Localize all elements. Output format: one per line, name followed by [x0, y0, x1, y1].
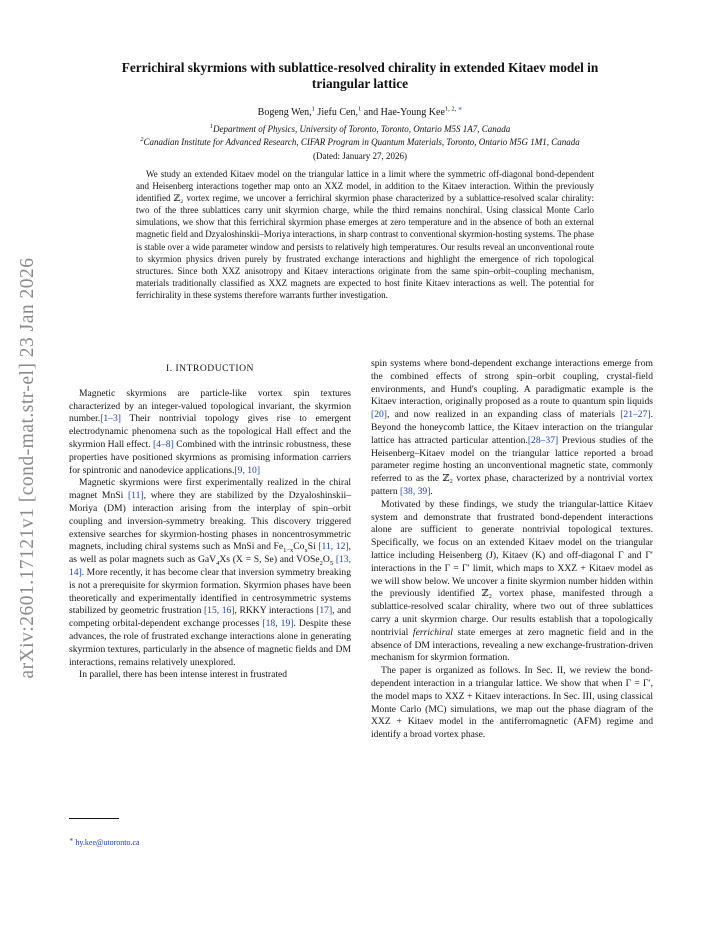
citation-link[interactable]: [20]: [371, 409, 387, 421]
citation-link[interactable]: [13, 14]: [69, 554, 351, 578]
footnote-rule: [69, 818, 119, 819]
corresponding-author-link[interactable]: ∗: [457, 105, 463, 113]
affiliation-1: [40, 124, 680, 134]
citation-link[interactable]: [28–37]: [527, 434, 559, 446]
author-affil-mark: 1: [357, 105, 362, 113]
footnote-mark: ∗: [69, 836, 74, 844]
affil-mark: 2: [140, 136, 144, 143]
title-line-2: triangular lattice: [311, 76, 409, 91]
author-list: [60, 107, 660, 118]
citation-link[interactable]: [21–27]: [620, 409, 651, 421]
citation-link[interactable]: [38, 39]: [400, 485, 431, 497]
dated-line: (Dated: January 27, 2026): [313, 151, 407, 161]
title-line-1: Ferrichiral skyrmions with sublattice-resolved chirality in extended Kitaev model in: [121, 60, 599, 75]
paragraph: The paper is organized as follows. In Sec. II, we review the bond-dependent interaction in a triangular lattice. We show that when Γ = Γ′, the model maps to XXZ + Kitaev interactions. In Sec. III, using classical Monte Carlo (MC) simulations, we map out the phase diagram of the XXZ + Kitaev model in the antiferromagnetic (AFM) regime and identify a broad vortex phase.: [371, 665, 653, 741]
author-name: Jiefu Cen,: [314, 107, 358, 118]
citation-link[interactable]: [15, 16]: [203, 605, 235, 617]
affiliation-2: [40, 137, 680, 147]
footnote: [69, 838, 140, 847]
author-name: Bogeng Wen,: [257, 107, 312, 118]
paper-title: [60, 60, 660, 92]
paragraph: Motivated by these findings, we study the triangular-lattice Kitaev system and demonstrate that frustrated bond-dependent interactions alone are sufficient to generate nontrivial topological textures. Specifically, we focus on an extended Kitaev model on the triangular lattice including Heisenberg (J), Kitaev (K) and off-diagonal Γ and Γ′ interactions in the Γ = Γ′ limit, which maps to XXZ + Kitaev model as we will show below. We uncover a finite skyrmion number hidden within the previously identified ℤ₂ vortex phase, manifested through a sublattice-resolved scalar chirality, where two out of three sublattices carry a unit skyrmion charge. Our results establish that a topologically nontrivial ferrichiral state emerges at zero magnetic field and in the absence of DM interactions, revealing a new exchange-frustration-driven mechanism for skyrmion formation.: [371, 498, 653, 664]
affil-mark: 1: [209, 123, 214, 130]
emphasis: ferrichiral: [412, 626, 453, 638]
citation-link[interactable]: [17]: [316, 605, 333, 617]
email-link[interactable]: hy.kee@utoronto.ca: [75, 838, 140, 847]
author-name: and Hae-Young Kee: [361, 107, 445, 118]
right-column: [371, 358, 653, 742]
arxiv-identifier: arXiv:2601.17121v1 [cond-mat.str-el] 23 Jan 2026: [17, 257, 38, 679]
affil-numbers: 1, 2,: [444, 105, 458, 113]
citation-link[interactable]: [11]: [127, 490, 144, 502]
author-affil-mark: [445, 106, 462, 113]
paragraph: In parallel, there has been intense interest in frustrated: [79, 669, 288, 681]
section-heading: I. INTRODUCTION: [166, 363, 254, 374]
paragraph: Magnetic skyrmions are particle-like vortex spin textures characterized by an integer-valued topological invariant, the skyrmion number.[1–3] Their nontrivial topology gives rise to emergent electrodynamic phenomena such as the topological Hall effect and the skyrmion Hall effect. [4–8] Combined with the intrinsic robustness, these properties have positioned skyrmions as promising information carriers for spintronic and nanodevice applications.[9, 10]: [69, 387, 351, 476]
citation-link[interactable]: [4–8]: [153, 438, 174, 450]
paragraph: Magnetic skyrmions were first experimentally realized in the chiral magnet MnSi [11], where they are stabilized by the Dzyaloshinskii–Moriya (DM) interaction arising from the interplay of spin–orbit coupling and inversion-symmetry breaking. This discovery triggered extensive searches for skyrmion-hosting phases in noncentrosymmetric magnets, including chiral systems such as MnSi and $Fe_{1-x}Co_xSi$ [11, 12], as well as polar magnets such as GaV$_4$Xs (X = S, Se) and $VOSe_2O_5$ [13, 14]. More recently, it has become clear that inversion symmetry breaking is not a prerequisite for skyrmion formation. Skyrmion phases have been theoretically and experimentally identified in centrosymmetric systems stabilized by geometric frustration [15, 16], RKKY interactions [17], and competing orbital-dependent exchange processes [18, 19]. Despite these advances, the role of frustrated exchange interactions alone in generating skyrmion textures, particularly in the absence of magnetic fields and DM interactions, remains relatively unexplored.: [69, 477, 351, 668]
citation-link[interactable]: [1–3]: [100, 413, 121, 425]
left-column: [69, 361, 351, 682]
affil-text: Department of Physics, University of Toronto, Toronto, Ontario M5S 1A7, Canada: [213, 124, 511, 134]
affil-text: Canadian Institute for Advanced Research, CIFAR Program in Quantum Materials, Toronto, Ontario M5G 1M1, Canada: [143, 137, 580, 147]
citation-link[interactable]: [11, 12]: [318, 541, 349, 553]
author-affil-mark: 1: [311, 105, 315, 113]
citation-link[interactable]: [18, 19]: [262, 618, 294, 630]
abstract: We study an extended Kitaev model on the triangular lattice in a limit where the symmetric off-diagonal bond-dependent and Heisenberg interactions together map onto an XXZ model, in addition to the Kitaev interaction. Within the previously identified ℤ₂ vortex regime, we uncover a ferrichiral skyrmion phase characterized by a sublattice-resolved scalar chirality: two of the three sublattices carry unit skyrmion charge, while the third remains nonchiral. Using classical Monte Carlo simulations, we show that this ferrichiral skyrmion phase emerges at zero temperature and in the absence of both an external magnetic field and Dzyaloshinskii–Moriya interactions, in sharp contrast to conventional skyrmion-hosting systems. The phase is stable over a wide parameter window and persists to relatively high temperatures. Our results reveal an unconventional route to skyrmion physics driven purely by frustrated exchange interactions and highlight the emergence of rich topological structures. Since both XXZ anisotropy and Kitaev interactions originate from the same spin–orbit–coupling mechanism, materials traditionally classified as XXZ magnets are expected to host finite Kitaev interactions as well. The potential for ferrichirality in these systems therefore warrants further investigation.: [136, 169, 594, 300]
citation-link[interactable]: [9, 10]: [234, 464, 261, 476]
paragraph: spin systems where bond-dependent exchange interactions emerge from the combined effects of strong spin–orbit coupling, crystal-field environments, and Hund's coupling. A paradigmatic example is the Kitaev interaction, originally proposed as a route to quantum spin liquids [20], and now realized in an expanding class of materials [21–27]. Beyond the honeycomb lattice, the Kitaev interaction on the triangular lattice has attracted particular attention.[28–37] Previous studies of the Heisenberg–Kitaev model on the triangular lattice reported a broad parameter regime hosting an unconventional magnetic state, commonly referred to as the ℤ₂ vortex phase, characterized by a nontrivial vortex pattern [38, 39].: [371, 358, 653, 497]
